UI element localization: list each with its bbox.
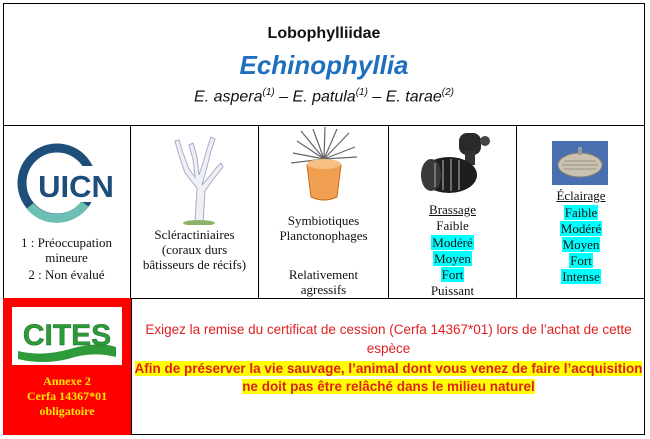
species-ref: (1): [262, 87, 275, 98]
cites-cerfa: Cerfa 14367*01: [26, 389, 108, 403]
brassage-level: [389, 218, 516, 233]
eclairage-level: [517, 221, 645, 236]
iucn-logo-icon: [15, 142, 119, 224]
species-list: [3, 87, 645, 106]
eclairage-cell: [517, 125, 645, 298]
polyp-icon: [289, 127, 359, 203]
brassage-level: [389, 251, 516, 266]
brassage-level-label: Faible: [436, 218, 469, 233]
iucn-status-2: 2 : Non évalué: [28, 267, 105, 282]
message-panel: [132, 298, 645, 435]
species-name: E. aspera: [194, 88, 263, 106]
brassage-level-label: Puissant: [430, 283, 475, 298]
brassage-level-label: Moyen: [434, 251, 471, 266]
species-ref: (1): [355, 87, 368, 98]
brassage-level: [389, 283, 516, 298]
coral-type-label: Scléractiniaires (coraux durs bâtisseurs de récifs): [142, 227, 247, 272]
coral-type-cell: [131, 125, 259, 298]
behaviour-label: Relativement agressifs: [288, 267, 359, 297]
brassage-level: [389, 235, 516, 250]
eclairage-level: [517, 237, 645, 252]
eclairage-level: [517, 205, 645, 220]
cites-logo-icon: [12, 307, 122, 365]
characteristics-row: [3, 125, 645, 299]
eclairage-level: [517, 269, 645, 284]
iucn-logo-text: UICN: [38, 169, 114, 204]
feeding-label: Symbiotiques Planctonophages: [279, 213, 368, 243]
release-warning: [132, 360, 645, 396]
genus-name: Echinophyllia: [239, 50, 409, 80]
eclairage-level-label: Moyen: [562, 237, 600, 252]
brassage-level-label: Modéré: [432, 235, 473, 250]
species-separator: –: [274, 88, 293, 106]
cites-logo-text: CITES: [22, 319, 112, 352]
eclairage-title: Éclairage: [556, 188, 606, 203]
brassage-level: [389, 267, 516, 282]
release-warning-text: Afin de préserver la vie sauvage, l’animal dont vous venez de faire l’acquisition ne doit pas être relâché dans le milieu naturel: [134, 361, 643, 394]
eclairage-level-label: Fort: [570, 253, 592, 268]
iucn-cell: [3, 125, 131, 298]
brassage-level-label: Fort: [441, 267, 464, 282]
species-ref: (2): [441, 87, 454, 98]
cites-annexe: Annexe 2: [43, 374, 91, 388]
eclairage-level-label: Modéré: [560, 221, 602, 236]
species-header: [3, 3, 645, 126]
cites-obligatoire: obligatoire: [39, 404, 95, 418]
eclairage-level-label: Intense: [562, 269, 600, 284]
species-name: E. tarae: [385, 88, 442, 106]
brassage-cell: [389, 125, 517, 298]
feeding-cell: [259, 125, 389, 298]
certificate-notice: Exigez la remise du certificat de cession (Cerfa 14367*01) lors de l’achat de cette espèce: [145, 322, 632, 356]
species-name: E. patula: [292, 88, 356, 106]
wavemaker-pump-icon: [413, 129, 493, 197]
cites-requirements: [3, 374, 131, 419]
cites-panel: [3, 298, 132, 435]
cites-logo-box: [12, 307, 122, 365]
brassage-title: Brassage: [429, 202, 476, 217]
eclairage-level: [517, 253, 645, 268]
species-separator: –: [367, 88, 386, 106]
aquarium-lamp-icon: [550, 139, 610, 187]
family-name: Lobophylliidae: [267, 25, 381, 42]
coral-branch-icon: [169, 133, 225, 225]
eclairage-level-label: Faible: [564, 205, 598, 220]
iucn-status-1: 1 : Préoccupation mineure: [21, 235, 112, 265]
